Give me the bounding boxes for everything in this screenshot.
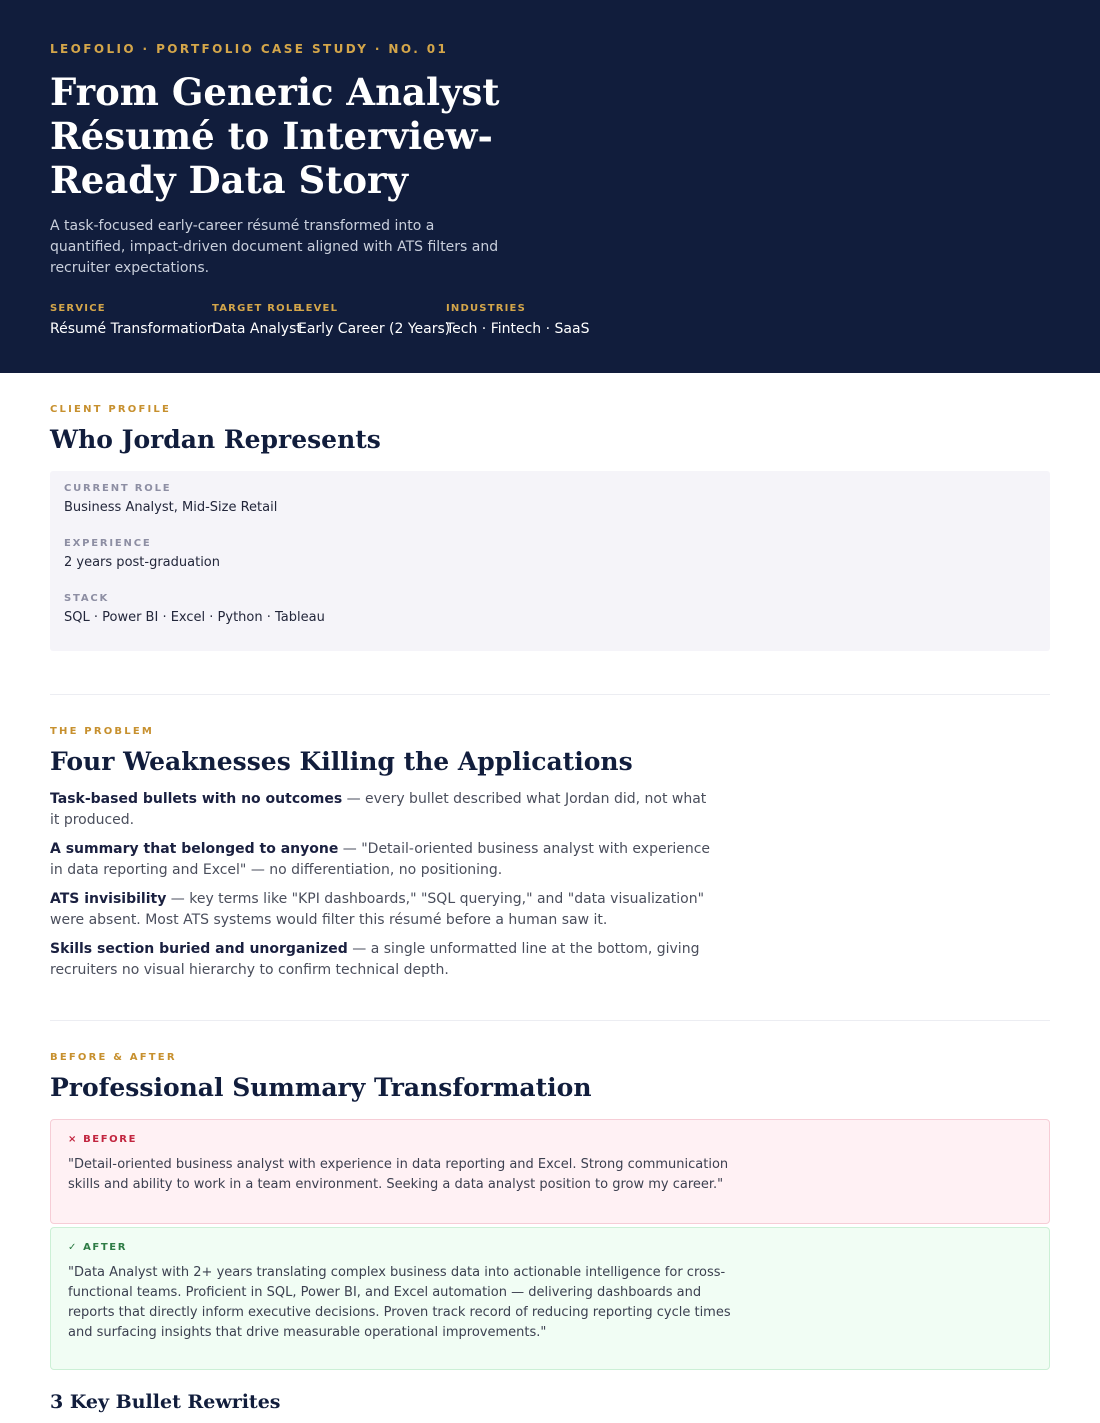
weakness-text: — key terms like "KPI dashboards," "SQL querying," and "data visualization" were absent. Most ATS systems would filter this résumé before a human saw it. [50, 891, 705, 928]
meta-value-service: Résumé Transformation [50, 321, 216, 337]
meta-label-target-role: TARGET ROLE [212, 303, 302, 314]
weakness-list [50, 789, 710, 981]
section-eyebrow: BEFORE & AFTER [50, 1052, 177, 1063]
cross-icon: × [68, 1134, 78, 1145]
weakness-lead: Task-based bullets with no outcomes [50, 791, 343, 807]
before-label: BEFORE [83, 1134, 137, 1145]
profile-item-current-role [64, 483, 1036, 515]
weakness-lead: A summary that belonged to anyone [50, 841, 339, 857]
meta-label-industries: INDUSTRIES [446, 303, 526, 314]
weakness-item [50, 939, 710, 981]
after-summary-text: "Data Analyst with 2+ years translating complex business data into actionable intelligence for cross-functional teams. Proficient in SQL, Power BI, and Excel automation — delivering dashboards and reports that directly inform executive decisions. Proven track record of reducing reporting cycle times and surfacing insights that drive measurable operational improvements." [68, 1265, 731, 1340]
before-after-section [50, 1021, 1050, 1423]
section-title: Who Jordan Represents [50, 425, 381, 454]
section-title: Professional Summary Transformation [50, 1073, 592, 1102]
profile-label: EXPERIENCE [64, 538, 152, 549]
meta-value-level: Early Career (2 Years) [298, 321, 451, 337]
weakness-text: — every bullet described what Jordan did, not what it produced. [50, 791, 707, 828]
hero-banner [0, 0, 1100, 373]
section-eyebrow: CLIENT PROFILE [50, 404, 172, 415]
case-study-content [0, 373, 1100, 1423]
profile-value: Business Analyst, Mid-Size Retail [64, 500, 278, 515]
meta-value-industries: Tech · Fintech · SaaS [446, 321, 590, 337]
weakness-text: — a single unformatted line at the bottom, giving recruiters no visual hierarchy to confirm technical depth. [50, 941, 700, 978]
before-card [50, 1119, 1050, 1224]
meta-label-service: SERVICE [50, 303, 106, 314]
profile-card [50, 471, 1050, 651]
meta-value-target-role: Data Analyst [212, 321, 302, 337]
after-tag [68, 1242, 1032, 1253]
section-eyebrow: THE PROBLEM [50, 726, 155, 737]
weakness-lead: ATS invisibility [50, 891, 167, 907]
profile-value: SQL · Power BI · Excel · Python · Tableau [64, 610, 325, 625]
weakness-item [50, 889, 710, 931]
hero-subtitle: A task-focused early-career résumé transformed into a quantified, impact-driven document aligned with ATS filters and recruiter expectations. [50, 218, 499, 276]
weakness-lead: Skills section buried and unorganized [50, 941, 348, 957]
hero-eyebrow: LEOFOLIO · PORTFOLIO CASE STUDY · NO. 01 [50, 42, 449, 56]
section-title: Four Weaknesses Killing the Applications [50, 747, 633, 776]
problem-section [50, 695, 1050, 1020]
before-tag [68, 1134, 1032, 1145]
before-summary-text: "Detail-oriented business analyst with experience in data reporting and Excel. Strong communication skills and ability to work in a team environment. Seeking a data analyst position to grow my career." [68, 1157, 729, 1192]
profile-item-experience [64, 538, 1036, 570]
profile-value: 2 years post-graduation [64, 555, 220, 570]
client-profile-section [50, 373, 1050, 694]
profile-label: CURRENT ROLE [64, 483, 172, 494]
weakness-item [50, 839, 710, 881]
profile-item-stack [64, 593, 1036, 625]
page-title: From Generic Analyst Résumé to Interview-Ready Data Story [50, 70, 500, 202]
after-card [50, 1227, 1050, 1370]
rewrites-title: 3 Key Bullet Rewrites [50, 1391, 281, 1413]
weakness-item [50, 789, 710, 831]
meta-label-level: LEVEL [298, 303, 339, 314]
profile-label: STACK [64, 593, 110, 604]
weakness-text: — "Detail-oriented business analyst with experience in data reporting and Excel" — no differentiation, no positioning. [50, 841, 711, 878]
check-icon: ✓ [68, 1242, 78, 1253]
after-label: AFTER [83, 1242, 128, 1253]
